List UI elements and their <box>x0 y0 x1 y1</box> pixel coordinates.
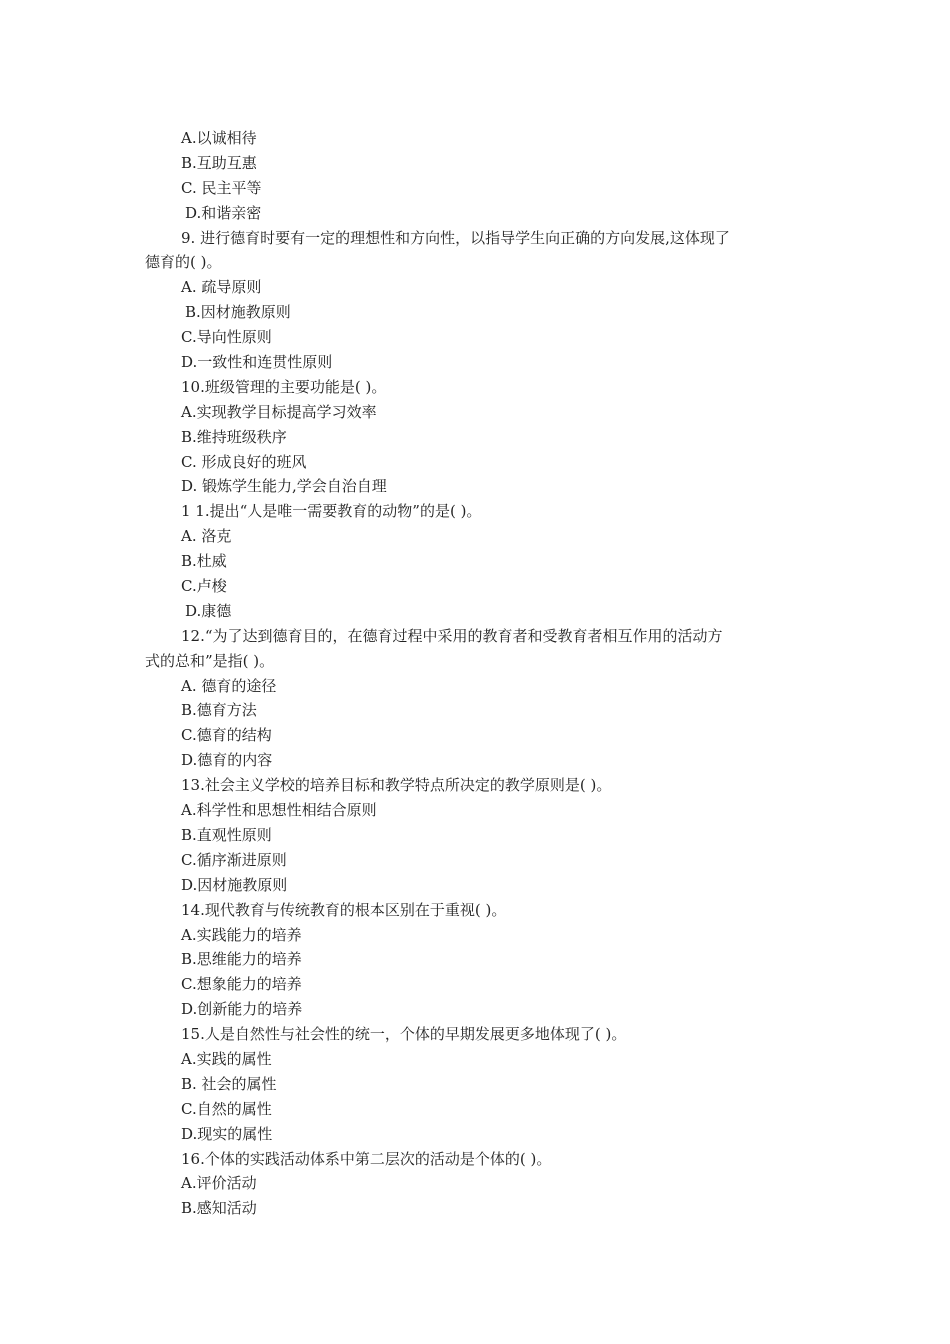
answer-option: A.实现教学目标提高学习效率 <box>181 402 377 421</box>
answer-option: A. 德育的途径 <box>181 676 277 695</box>
answer-option: C.想象能力的培养 <box>181 975 302 994</box>
answer-option: A.科学性和思想性相结合原则 <box>181 801 377 820</box>
answer-option: C.导向性原则 <box>181 328 272 347</box>
answer-option: A. 洛克 <box>181 527 232 546</box>
answer-option: A.评价活动 <box>181 1174 257 1193</box>
answer-option: C.德育的结构 <box>181 726 272 745</box>
answer-option: D.因材施教原则 <box>181 875 288 894</box>
question-stem: 16.个体的实践活动体系中第二层次的活动是个体的( )。 <box>181 1149 552 1168</box>
question-stem: 1 1.提出“人是唯一需要教育的动物”的是( )。 <box>181 502 482 521</box>
answer-option: C.自然的属性 <box>181 1099 272 1118</box>
answer-option: B.直观性原则 <box>181 825 272 844</box>
answer-option: D. 锻炼学生能力,学会自治自理 <box>181 477 387 496</box>
question-stem: 15.人是自然性与社会性的统一，个体的早期发展更多地体现了( )。 <box>181 1025 627 1044</box>
answer-option: A. 疏导原则 <box>181 278 262 297</box>
answer-option: D.创新能力的培养 <box>181 1000 303 1019</box>
answer-option: B.感知活动 <box>181 1199 257 1218</box>
answer-option: D.和谐亲密 <box>185 203 262 222</box>
answer-option: B.因材施教原则 <box>185 303 291 322</box>
question-stem-continued: 德育的( )。 <box>145 253 222 272</box>
answer-option: A.实践的属性 <box>181 1049 272 1068</box>
answer-option: C.循序渐进原则 <box>181 850 287 869</box>
question-stem: 10.班级管理的主要功能是( )。 <box>181 377 387 396</box>
question-stem: 14.现代教育与传统教育的根本区别在于重视( )。 <box>181 900 507 919</box>
question-stem: 9. 进行德育时要有一定的理想性和方向性，以指导学生向正确的方向发展,这体现了 <box>181 228 730 247</box>
question-stem-continued: 式的总和”是指( )。 <box>145 651 275 670</box>
answer-option: B. 社会的属性 <box>181 1074 277 1093</box>
question-stem: 12.“为了达到德育目的，在德育过程中采用的教育者和受教育者相互作用的活动方 <box>181 626 723 645</box>
answer-option: A.以诚相待 <box>181 129 257 147</box>
answer-option: D.一致性和连贯性原则 <box>181 353 333 372</box>
question-list <box>0 126 950 1221</box>
answer-option: B.杜威 <box>181 552 227 571</box>
answer-option: D.康德 <box>185 601 232 620</box>
answer-option: C.卢梭 <box>181 577 227 596</box>
answer-option: C. 形成良好的班风 <box>181 452 307 471</box>
answer-option: B.互助互惠 <box>181 153 257 172</box>
answer-option: A.实践能力的培养 <box>181 925 302 944</box>
question-stem: 13.社会主义学校的培养目标和教学特点所决定的教学原则是( )。 <box>181 776 612 795</box>
answer-option: C. 民主平等 <box>181 178 262 197</box>
answer-option: D.德育的内容 <box>181 751 273 770</box>
answer-option: B.思维能力的培养 <box>181 950 302 969</box>
answer-option: B.德育方法 <box>181 701 257 720</box>
answer-option: D.现实的属性 <box>181 1124 273 1143</box>
answer-option: B.维持班级秩序 <box>181 427 287 446</box>
